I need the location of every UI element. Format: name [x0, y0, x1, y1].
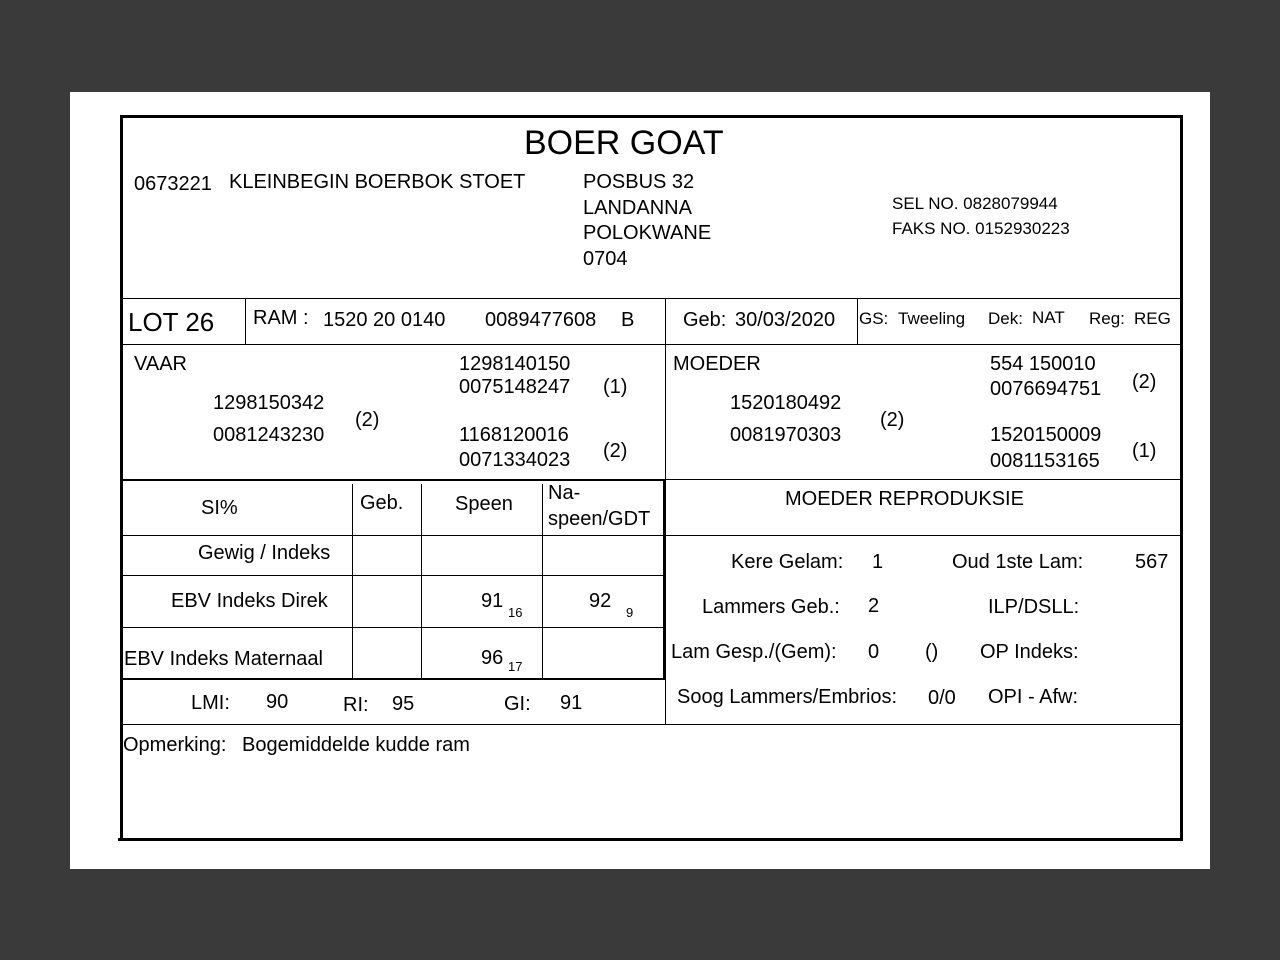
- oud-value: 567: [1135, 551, 1169, 573]
- ebv-direk-speen-sub: 16: [508, 605, 523, 620]
- rule-pedigree-left: [122, 479, 665, 481]
- ebv-col-naspeen-1: Na-: [548, 482, 581, 504]
- gi-value: 91: [560, 692, 583, 714]
- rule-center: [665, 298, 666, 724]
- address-line-3: POLOKWANE: [583, 222, 712, 244]
- vaar-dam-id2: 0071334023: [459, 449, 571, 471]
- rule-repro-head: [665, 535, 1180, 536]
- vaar-dam-count: (2): [603, 440, 628, 462]
- lamgesp-value: 0: [868, 641, 880, 663]
- gs-value: Tweeling: [898, 309, 966, 328]
- lamgesp-gem: (): [925, 641, 939, 663]
- rule-ebv-col2: [421, 484, 422, 678]
- border-top: [120, 115, 1183, 118]
- sel-number: SEL NO. 0828079944: [892, 194, 1058, 213]
- ebv-col-naspeen-2: speen/GDT: [548, 508, 651, 530]
- rule-ebv-head: [122, 535, 665, 536]
- lammers-value: 2: [868, 595, 880, 617]
- ebv-row-gewig: Gewig / Indeks: [198, 542, 331, 564]
- border-right: [1180, 115, 1183, 840]
- reg-label: Reg:: [1089, 309, 1125, 328]
- ebv-row-direk: EBV Indeks Direk: [171, 590, 328, 612]
- kere-value: 1: [872, 551, 884, 573]
- ebv-direk-naspeen: 92: [589, 590, 612, 612]
- kere-label: Kere Gelam:: [731, 551, 844, 573]
- op-label: OP Indeks:: [980, 641, 1079, 663]
- moeder-id2: 0081970303: [730, 424, 842, 446]
- vaar-sire-count: (1): [603, 376, 628, 398]
- vaar-dam-id1: 1168120016: [459, 424, 569, 446]
- lmi-value: 90: [266, 691, 289, 713]
- rule-ebv-outer: [663, 479, 665, 679]
- border-left: [120, 115, 123, 840]
- rule-lot: [122, 344, 1180, 345]
- ram-number: 0089477608: [485, 309, 597, 331]
- ebv-direk-speen: 91: [481, 590, 504, 612]
- lmi-label: LMI:: [191, 692, 230, 714]
- moeder-id1: 1520180492: [730, 392, 842, 414]
- vaar-sire-id2: 0075148247: [459, 376, 571, 398]
- ebv-col-speen: Speen: [455, 493, 513, 515]
- ilp-label: ILP/DSLL:: [988, 596, 1080, 618]
- rule-ebv-direk: [122, 627, 665, 628]
- oud-label: Oud 1ste Lam:: [952, 551, 1084, 573]
- ebv-row-maternaal: EBV Indeks Maternaal: [124, 648, 323, 670]
- soog-value: 0/0: [928, 687, 956, 709]
- ebv-mat-speen: 96: [481, 647, 504, 669]
- border-bottom: [118, 838, 1183, 841]
- rule-header: [122, 298, 1180, 299]
- breeder-number: 0673221: [134, 173, 212, 195]
- gs-label: GS:: [859, 309, 889, 328]
- moeder-sire-id1: 554 150010: [990, 353, 1096, 375]
- ram-class: B: [621, 309, 635, 331]
- moeder-label: MOEDER: [673, 353, 761, 375]
- rule-lot-divider: [245, 298, 246, 344]
- dek-label: Dek:: [988, 309, 1023, 328]
- ri-value: 95: [392, 693, 415, 715]
- repro-title: MOEDER REPRODUKSIE: [785, 488, 1024, 510]
- moeder-sire-count: (2): [1132, 371, 1157, 393]
- rule-ebv-bottom: [122, 678, 665, 680]
- opmerking-text: Bogemiddelde kudde ram: [242, 734, 470, 756]
- moeder-dam-count: (1): [1132, 440, 1157, 462]
- ebv-mat-speen-sub: 17: [508, 659, 523, 674]
- geb-label: Geb:: [683, 309, 727, 331]
- vaar-id2: 0081243230: [213, 424, 325, 446]
- breeder-name: KLEINBEGIN BOERBOK STOET: [229, 171, 526, 193]
- gi-label: GI:: [504, 693, 531, 715]
- ebv-col-geb: Geb.: [360, 492, 404, 514]
- lammers-label: Lammers Geb.:: [702, 596, 840, 618]
- card-title: BOER GOAT: [524, 124, 724, 162]
- opmerking-label: Opmerking:: [123, 734, 227, 756]
- vaar-count: (2): [355, 409, 380, 431]
- geb-date: 30/03/2020: [735, 309, 836, 331]
- rule-ebv-gewig: [122, 575, 665, 576]
- vaar-label: VAAR: [134, 353, 187, 375]
- ebv-direk-naspeen-sub: 9: [626, 605, 634, 620]
- ebv-col-si: SI%: [201, 497, 238, 519]
- vaar-sire-id1: 1298140150: [459, 353, 571, 375]
- moeder-dam-id1: 1520150009: [990, 424, 1102, 446]
- lot-number: LOT 26: [128, 307, 215, 337]
- rule-geb-divider: [857, 298, 858, 344]
- moeder-dam-id2: 0081153165: [990, 450, 1100, 472]
- address-line-2: LANDANNA: [583, 197, 692, 219]
- rule-ebv-col3: [542, 484, 543, 678]
- ram-label: RAM :: [253, 307, 309, 329]
- moeder-sire-id2: 0076694751: [990, 378, 1102, 400]
- lamgesp-label: Lam Gesp./(Gem):: [671, 641, 837, 663]
- faks-number: FAKS NO. 0152930223: [892, 219, 1070, 238]
- ri-label: RI:: [343, 694, 369, 716]
- rule-ebv-col1: [352, 484, 353, 678]
- dek-value: NAT: [1032, 308, 1065, 327]
- rule-pedigree-right: [665, 479, 1180, 480]
- opi-label: OPI - Afw:: [988, 686, 1079, 708]
- reg-value: REG: [1134, 309, 1171, 328]
- vaar-id1: 1298150342: [213, 392, 325, 414]
- address-line-1: POSBUS 32: [583, 171, 695, 193]
- rule-opmerking: [122, 724, 1180, 725]
- soog-label: Soog Lammers/Embrios:: [677, 686, 898, 708]
- ram-id: 1520 20 0140: [323, 309, 446, 331]
- address-line-4: 0704: [583, 248, 628, 270]
- moeder-count: (2): [880, 409, 905, 431]
